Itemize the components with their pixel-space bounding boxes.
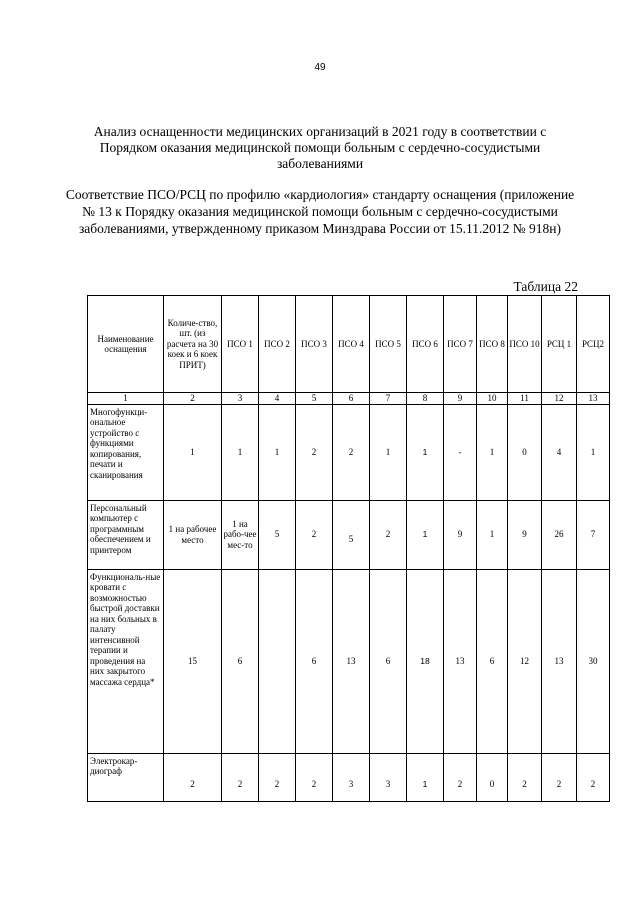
header-cell: ПСО 1 — [222, 296, 259, 393]
header-cell: ПСО 8 — [477, 296, 508, 393]
table-cell: 13 — [333, 569, 370, 753]
table-row — [88, 500, 610, 569]
table-cell: 1 — [577, 404, 610, 500]
table-cell: 1 — [407, 500, 444, 569]
column-number-row — [88, 393, 610, 405]
table-cell: 1 — [477, 404, 508, 500]
equipment-name-cell: Функциональ-ные кровати с возможностью быстрой доставки на них больных в палату интенсивной терапии и проведения на них закрытого массажа сердца* — [88, 569, 164, 753]
column-number-cell: 13 — [577, 393, 610, 405]
table-cell: 2 — [296, 753, 333, 801]
column-number-cell: 6 — [333, 393, 370, 405]
table-cell: 1 на рабо-чее мес-то — [222, 500, 259, 569]
column-number-cell: 10 — [477, 393, 508, 405]
table-cell: 13 — [444, 569, 477, 753]
header-cell: Наименование оснащения — [88, 296, 164, 393]
header-cell: ПСО 7 — [444, 296, 477, 393]
header-cell: ПСО 10 — [508, 296, 542, 393]
column-number-cell: 3 — [222, 393, 259, 405]
table-cell: 1 — [407, 753, 444, 801]
table-cell: 1 — [222, 404, 259, 500]
table-cell: 2 — [508, 753, 542, 801]
table-cell: 15 — [164, 569, 222, 753]
table-cell: 2 — [259, 753, 296, 801]
document-title: Анализ оснащенности медицинских организаций в 2021 году в соответствии с Порядком оказания медицинской помощи больным с сердечно-сосудистыми заболеваниями — [93, 124, 547, 171]
table-cell: 1 — [407, 404, 444, 500]
table-row — [88, 753, 610, 801]
column-number-cell: 7 — [370, 393, 407, 405]
table-cell: 1 — [370, 404, 407, 500]
header-cell: РСЦ2 — [577, 296, 610, 393]
table-cell: 1 на рабочее место — [164, 500, 222, 569]
table-cell: 1 — [259, 404, 296, 500]
table-cell — [259, 569, 296, 753]
table-cell: 3 — [333, 753, 370, 801]
table-cell: 9 — [444, 500, 477, 569]
table-cell: 6 — [222, 569, 259, 753]
page-number: 49 — [314, 62, 326, 73]
table-cell: 4 — [542, 404, 577, 500]
equipment-name-cell: Персональный компьютер с программным обеспечением и принтером — [88, 500, 164, 569]
table-cell: - — [444, 404, 477, 500]
table-cell: 2 — [296, 404, 333, 500]
table-cell: 2 — [164, 753, 222, 801]
header-cell: РСЦ 1 — [542, 296, 577, 393]
table-cell: 5 — [333, 500, 370, 569]
table-cell: 30 — [577, 569, 610, 753]
table-cell: 9 — [508, 500, 542, 569]
column-number-cell: 5 — [296, 393, 333, 405]
table-cell: 0 — [477, 753, 508, 801]
table-cell: 0 — [508, 404, 542, 500]
table-cell: 26 — [542, 500, 577, 569]
table-cell: 1 — [164, 404, 222, 500]
table-cell: 2 — [577, 753, 610, 801]
table-cell: 2 — [296, 500, 333, 569]
column-number-cell: 8 — [407, 393, 444, 405]
table-row — [88, 404, 610, 500]
table-cell: 2 — [333, 404, 370, 500]
table-cell: 2 — [444, 753, 477, 801]
header-cell: ПСО 2 — [259, 296, 296, 393]
column-number-cell: 9 — [444, 393, 477, 405]
table-header-row — [88, 296, 610, 393]
table-cell: 2 — [542, 753, 577, 801]
equipment-name-cell: Электрокар-диограф — [88, 753, 164, 801]
column-number-cell: 2 — [164, 393, 222, 405]
column-number-cell: 4 — [259, 393, 296, 405]
column-number-cell: 12 — [542, 393, 577, 405]
table-cell: 1 — [477, 500, 508, 569]
header-cell: ПСО 4 — [333, 296, 370, 393]
table-cell: 6 — [477, 569, 508, 753]
equipment-table — [87, 295, 610, 802]
table-cell: 5 — [259, 500, 296, 569]
column-number-cell: 1 — [88, 393, 164, 405]
document-subtitle: Соответствие ПСО/РСЦ по профилю «кардиология» стандарту оснащения (приложение № 13 к Порядку оказания медицинской помощи больным с сердечно-сосудистыми заболеваниями, утвержденному приказом Минздрава России от 15.11.2012 № 918н) — [65, 187, 575, 236]
table-cell: 2 — [222, 753, 259, 801]
table-cell: 12 — [508, 569, 542, 753]
table-cell: 13 — [542, 569, 577, 753]
table-label: Таблица 22 — [513, 279, 578, 294]
table-row — [88, 569, 610, 753]
table-cell: 3 — [370, 753, 407, 801]
header-cell: ПСО 5 — [370, 296, 407, 393]
table-cell: 2 — [370, 500, 407, 569]
table-cell: 6 — [296, 569, 333, 753]
equipment-name-cell: Многофункци-ональное устройство с функциями копирования, печати и сканирования — [88, 404, 164, 500]
table-cell: 7 — [577, 500, 610, 569]
header-cell: ПСО 6 — [407, 296, 444, 393]
header-cell: ПСО 3 — [296, 296, 333, 393]
header-cell: Количе-ство, шт. (из расчета на 30 коек и 6 коек ПРИТ) — [164, 296, 222, 393]
table-cell: 6 — [370, 569, 407, 753]
column-number-cell: 11 — [508, 393, 542, 405]
table-cell: 18 — [407, 569, 444, 753]
